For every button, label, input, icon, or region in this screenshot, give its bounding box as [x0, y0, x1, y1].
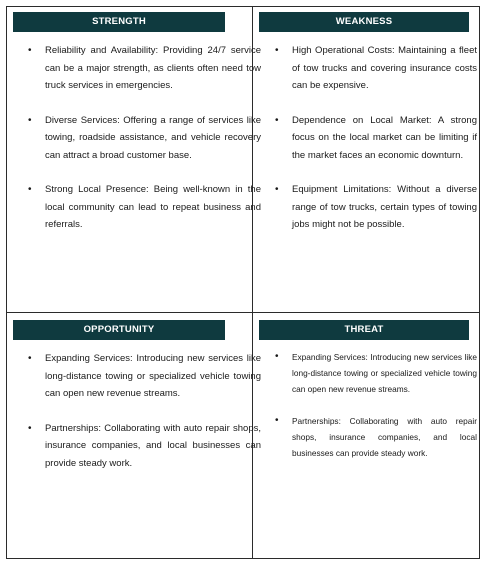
list-item: • Partnerships: Collaborating with auto repair shops, insurance companies, and local businesses can provide steady work.	[45, 420, 261, 473]
opportunity-header: OPPORTUNITY	[13, 320, 225, 340]
threat-quadrant	[259, 320, 477, 461]
list-item: • High Operational Costs: Maintaining a fleet of tow trucks and covering insurance costs can be expensive.	[292, 42, 477, 95]
strength-header: STRENGTH	[13, 12, 225, 32]
strength-list	[13, 42, 261, 234]
threat-list	[259, 349, 477, 461]
list-item: • Equipment Limitations: Without a diverse range of tow trucks, certain types of towing jobs might not be possible.	[292, 181, 477, 234]
list-item: • Dependence on Local Market: A strong focus on the local market can be limiting if the market faces an economic downturn.	[292, 112, 477, 165]
list-item: • Expanding Services: Introducing new services like long-distance towing or specialized vehicle towing can open new revenue streams.	[292, 349, 477, 397]
list-item: • Diverse Services: Offering a range of services like towing, roadside assistance, and vehicle recovery can attract a broad customer base.	[45, 112, 261, 165]
weakness-header: WEAKNESS	[259, 12, 469, 32]
weakness-quadrant	[259, 12, 477, 234]
strength-quadrant	[13, 12, 261, 234]
opportunity-quadrant	[13, 320, 261, 472]
list-item: • Expanding Services: Introducing new services like long-distance towing or specialized vehicle towing can open new revenue streams.	[45, 350, 261, 403]
threat-header: THREAT	[259, 320, 469, 340]
list-item: • Reliability and Availability: Providing 24/7 service can be a major strength, as clients often need tow truck services in emergencies.	[45, 42, 261, 95]
opportunity-list	[13, 350, 261, 472]
horizontal-divider	[7, 312, 479, 313]
list-item: • Strong Local Presence: Being well-known in the local community can lead to repeat business and referrals.	[45, 181, 261, 234]
list-item: • Partnerships: Collaborating with auto repair shops, insurance companies, and local businesses can provide steady work.	[292, 413, 477, 461]
weakness-list	[259, 42, 477, 234]
